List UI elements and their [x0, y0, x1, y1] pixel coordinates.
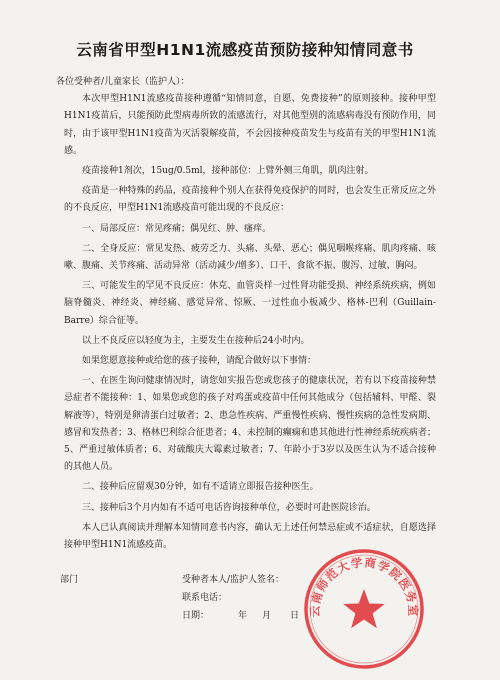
document-title: 云南省甲型H1N1流感疫苗预防接种知情同意书	[76, 41, 414, 59]
date-label: 日期：	[182, 611, 210, 621]
paragraph-side-effects-intro: 疫苗是一种特殊的药品，疫苗接种个别人在获得免疫保护的同时，也会发生正常反应之外的不良反应，甲型H1N1流感疫苗可能出现的不良反应：	[64, 186, 436, 214]
date-day-unit: 日	[290, 611, 300, 621]
date-month-unit: 月	[262, 611, 272, 621]
paragraph-follow-up: 三、接种后3个月内如有不适可电话咨询接种单位，必要时可赴医院诊治。	[82, 502, 376, 513]
paragraph-intro: 本次甲型H1N1流感疫苗接种遵循“知情同意，自愿、免费接种”的原则接种。接种甲型H1N1疫苗后，只能预防此型病毒所致的流感流行，对其他型别的流感病毒没有预防作用，同时，由于该甲型H1N1疫苗为灭活裂解疫苗，不会因接种疫苗发生与疫苗有关的甲型H1N1流感。	[64, 94, 436, 156]
phone-label: 联系电话：	[182, 593, 228, 603]
paragraph-instructions-intro: 如果您愿意接种或给您的孩子接种，请配合做好以下事情：	[82, 356, 317, 367]
document-body	[56, 74, 436, 554]
paragraph-systemic-reactions: 二、全身反应：常见发热、疲劳乏力、头痛、头晕、恶心；偶见咽喉疼痛、肌肉疼痛、咳嗽、腹痛、关节疼痛、活动异常（活动减少/增多）、口干、食欲不振、腹泻、过敏、胸闷。	[64, 243, 436, 272]
seal-text: 云南师范大学商学院医务室	[307, 555, 421, 618]
paragraph-dosage: 疫苗接种1剂次，15ug/0.5ml，接种部位：上臂外侧三角肌，肌肉注射。	[82, 166, 374, 177]
paragraph-rare-reactions: 三、可能发生的罕见不良反应：休克、血管炎样一过性肾功能受损、神经系统疾病，例如脑脊髓炎、神经炎、神经痛、感觉异常、惊厥、一过性血小板减少、格林-巴利（Guillain-Barre）综合征等。	[64, 281, 436, 326]
paragraph-declaration: 本人已认真阅读并理解本知情同意书内容，确认无上述任何禁忌症或不适症状，自愿选择接种甲型H1N1流感疫苗。	[64, 522, 436, 551]
signer-label: 受种者本人/监护人签名：	[182, 575, 285, 585]
official-seal-icon	[300, 545, 428, 673]
paragraph-observation: 二、接种后应留观30分钟，如有不适请立即报告接种医生。	[82, 482, 319, 493]
date-year-unit: 年	[238, 611, 248, 621]
paragraph-contraindications: 一、在医生询问健康情况时，请您如实报告您或您孩子的健康状况，若有以下疫苗接种禁忌症者不能接种：1、如果您或您的孩子对鸡蛋或疫苗中任何其他成分（包括辅料、甲醛、裂解液等），特别是卵清蛋白过敏者；2、患急性疾病、严重慢性疾病、慢性疾病的急性发病期、感冒和发热者；3、格林巴利综合征患者；4、未控制的癫痫和患其他进行性神经系统疾病者；5、严重过敏体质者；6、对硫酸庆大霉素过敏者；7、年龄小于3岁以及医生认为不适合接种的其他人员。	[64, 376, 436, 473]
department-label: 部门	[60, 575, 79, 585]
paragraph-mild-note: 以上不良反应以轻度为主，主要发生在接种后24小时内。	[82, 335, 310, 346]
paragraph-local-reactions: 一、局部反应：常见疼痛；偶见红、肿、瘙痒。	[82, 223, 272, 234]
salutation: 各位受种者/儿童家长（监护人）：	[56, 77, 190, 87]
